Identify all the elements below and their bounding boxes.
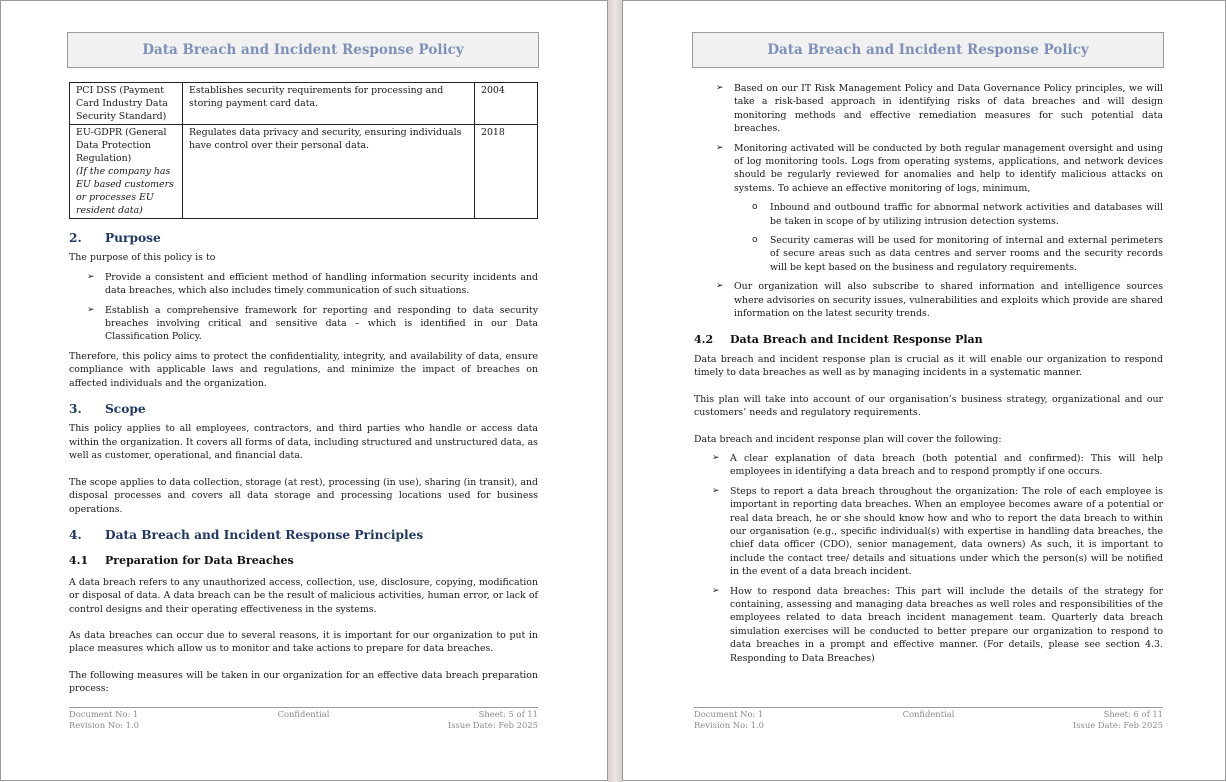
list-item: ➢ Provide a consistent and efficient method of handling information security incidents and data breaches, which also includes timely communication of such situations. <box>87 271 538 297</box>
section-heading-scope: 3. Scope <box>69 402 146 417</box>
table-cell-name: PCI DSS (Payment Card Industry Data Security Standard) <box>70 83 183 125</box>
prep-paragraph-1: A data breach refers to any unauthorized access, collection, use, disclosure, copying, modification or disposal of data. A data breach can be the result of malicious activities, human error, or lack of control designs and their operating effectiveness in the systems. <box>69 576 538 615</box>
list-item: ➢ How to respond data breaches: This part will include the details of the strategy for containing, assessing and managing data breaches as well roles and responsibilities of the employees related to data breach incident management team. Quarterly data breach simulation exercises will be conducted to better prepare our organization to respond to data breaches in a prompt and effective manner. (For details, please see section 4.3. Responding to Data Breaches) <box>712 585 1163 664</box>
monitoring-sub-bullets <box>694 201 1163 274</box>
table-cell-desc: Regulates data privacy and security, ensuring individuals have control over their personal data. <box>183 125 475 219</box>
plan-paragraph-3: Data breach and incident response plan will cover the following: <box>694 433 1002 445</box>
table-cell-year: 2004 <box>475 83 538 125</box>
regulations-table <box>69 82 538 219</box>
list-item: ➢ Establish a comprehensive framework for reporting and responding to data security breaches involving critical and sensitive data – which is identified in our Data Classification Policy. <box>87 304 538 343</box>
table-cell-name: EU-GDPR (General Data Protection Regulation) (If the company has EU based customers or processes EU resident data) <box>70 125 183 219</box>
plan-paragraph-2: This plan will take into account of our organisation’s business strategy, organizational and our customers’ needs and regulatory requirements. <box>694 393 1163 419</box>
hollow-circle-bullet-icon: o <box>752 202 758 213</box>
page-right <box>622 0 1226 781</box>
subsection-heading-preparation: 4.1 Preparation for Data Breaches <box>69 554 294 568</box>
page-footer <box>694 707 1163 730</box>
table-cell-desc: Establishes security requirements for processing and storing payment card data. <box>183 83 475 125</box>
arrowhead-bullet-icon: ➢ <box>716 142 724 153</box>
list-item: ➢ Monitoring activated will be conducted by both regular management oversight and using of log monitoring tools. Logs from operating systems, applications, and network devices should be regularly reviewed for anomalies and help to identify malicious attacks on systems. To achieve an effective monitoring of logs, minimum, <box>716 142 1163 194</box>
list-item: ➢ A clear explanation of data breach (both potential and confirmed): This will help employees in identifying a data breach and to respond promptly if one occurs. <box>712 452 1163 478</box>
purpose-intro: The purpose of this policy is to <box>69 252 216 264</box>
arrowhead-bullet-icon: ➢ <box>712 585 720 596</box>
footer-rev-no: Revision No: 1.0 <box>694 719 764 730</box>
prep-paragraph-3: The following measures will be taken in our organization for an effective data breach preparation process: <box>69 669 538 695</box>
footer-issue-date: Issue Date: Feb 2025 <box>1072 719 1163 730</box>
footer-confidential: Confidential <box>902 709 955 719</box>
intelligence-bullet <box>694 280 1163 320</box>
monitoring-bullets <box>694 82 1163 195</box>
table-cell-year: 2018 <box>475 125 538 219</box>
plan-bullets <box>694 452 1163 665</box>
page-right-content <box>694 82 1163 665</box>
footer-doc-no: Document No: 1 <box>69 709 139 719</box>
hollow-circle-bullet-icon: o <box>752 235 758 246</box>
page-left-content <box>69 82 538 696</box>
list-item: ➢ Our organization will also subscribe to shared information and intelligence sources where advisories on security issues, vulnerabilities and exploits which provide are shared information on the latest security trends. <box>716 281 1163 320</box>
arrowhead-bullet-icon: ➢ <box>716 281 724 292</box>
list-item: o Inbound and outbound traffic for abnormal network activities and databases will be taken in scope of by utilizing intrusion detection systems. <box>752 202 1163 227</box>
footer-issue-date: Issue Date: Feb 2025 <box>447 719 538 730</box>
page-footer <box>69 707 538 730</box>
footer-confidential: Confidential <box>277 709 330 719</box>
scope-paragraph-1: This policy applies to all employees, contractors, and third parties who handle or access data within the organization. It covers all forms of data, including structured and unstructured data, as well as customer, operational, and financial data. <box>69 423 538 462</box>
page-header-title: Data Breach and Incident Response Policy <box>67 32 539 68</box>
footer-doc-no: Document No: 1 <box>694 709 764 719</box>
plan-paragraph-1: Data breach and incident response plan is crucial as it will enable our organization to respond timely to data breaches as well as by managing incidents in a systematic manner. <box>694 353 1163 379</box>
list-item: ➢ Based on our IT Risk Management Policy and Data Governance Policy principles, we will take a risk-based approach in identifying risks of data breaches and will design monitoring methods and effective remediation measures for such potential data breaches. <box>716 83 1163 135</box>
section-heading-principles: 4. Data Breach and Incident Response Principles <box>69 527 424 542</box>
scope-paragraph-2: The scope applies to data collection, storage (at rest), processing (in use), sharing (in transit), and disposal processes and covers all data storage and processing locations used for business operations. <box>69 476 539 515</box>
page-left <box>0 0 608 781</box>
purpose-bullets <box>69 271 538 344</box>
page-gutter <box>608 0 622 782</box>
footer-sheet: Sheet: 5 of 11 <box>478 709 538 719</box>
list-item: ➢ Steps to report a data breach throughout the organization: The role of each employee is important in reporting data breaches. When an employee becomes aware of a potential or real data breach, he or she should know how and who to report the data breach to within our organisation (e.g., specific individual(s) with expertise in handling data breaches, the chief data officer (CDO), senior management, data owners) As such, it is important to include the contact tree/ details and situations under which the person(s) will be notified in the event of a data breach incident. <box>712 485 1163 578</box>
purpose-closing: Therefore, this policy aims to protect the confidentiality, integrity, and availability of data, ensure compliance with applicable laws and regulations, and minimize the impact of breaches on affected individuals and the organization. <box>69 350 538 389</box>
list-item: o Security cameras will be used for monitoring of internal and external perimeters of secure areas such as data centres and server rooms and the security records will be kept based on the business and regulatory requirements. <box>752 235 1163 273</box>
arrowhead-bullet-icon: ➢ <box>87 304 95 315</box>
subsection-heading-response-plan: 4.2 Data Breach and Incident Response Plan <box>694 332 983 346</box>
arrowhead-bullet-icon: ➢ <box>712 452 720 463</box>
table-row <box>70 83 538 125</box>
section-heading-purpose: 2. Purpose <box>69 231 161 245</box>
arrowhead-bullet-icon: ➢ <box>716 83 724 93</box>
footer-sheet: Sheet: 6 of 11 <box>1103 709 1163 719</box>
arrowhead-bullet-icon: ➢ <box>87 271 95 282</box>
table-row <box>70 125 538 219</box>
table-cell-note: (If the company has EU based customers or processes EU resident data) <box>76 166 174 216</box>
prep-paragraph-2: As data breaches can occur due to several reasons, it is important for our organization to put in place measures which allow us to monitor and take actions to prepare for data breaches. <box>69 629 538 655</box>
footer-rev-no: Revision No: 1.0 <box>69 719 139 730</box>
page-header-title: Data Breach and Incident Response Policy <box>692 32 1164 68</box>
arrowhead-bullet-icon: ➢ <box>712 485 720 496</box>
